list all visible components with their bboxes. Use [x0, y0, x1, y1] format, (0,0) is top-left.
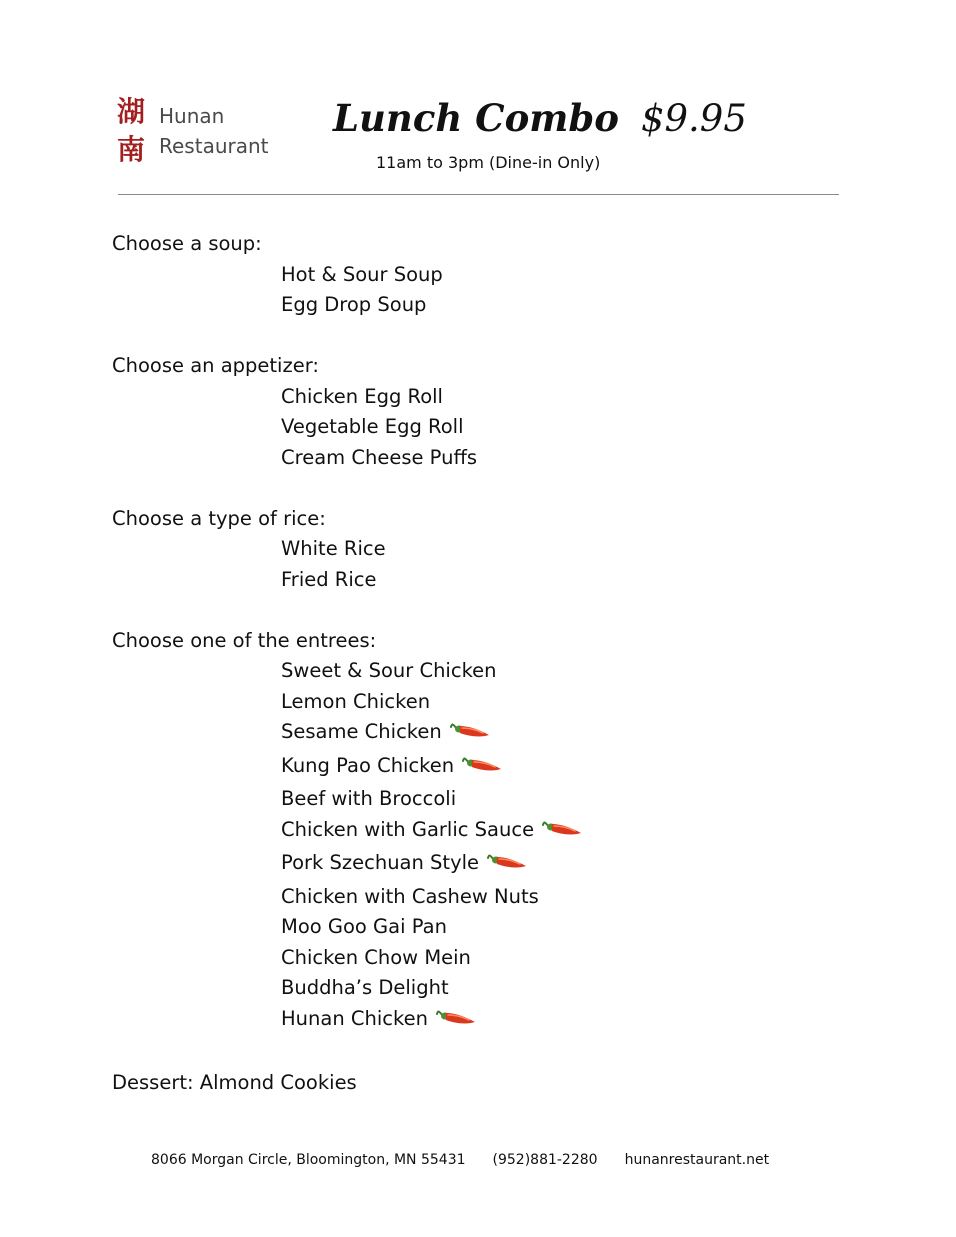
section-title: Choose a type of rice: [112, 506, 326, 530]
menu-item-name: Pork Szechuan Style [281, 851, 480, 874]
menu-item [281, 534, 852, 565]
menu-section [112, 351, 852, 473]
menu-item-name: Hunan Chicken [281, 1006, 428, 1030]
menu-item-name: Fried Rice [281, 567, 377, 591]
footer-phone: (952)881-2280 [492, 1152, 598, 1168]
menu-item-name: Buddha’s Delight [281, 976, 449, 999]
logo-word-hunan: Hunan [159, 104, 225, 128]
chili-pepper-icon [462, 754, 502, 785]
menu-item-name: Chicken with Garlic Sauce [281, 817, 535, 841]
menu-item [281, 943, 852, 974]
menu-section [112, 229, 852, 321]
logo-word-restaurant: Restaurant [159, 134, 269, 158]
menu-item-name: Chicken Egg Roll [281, 384, 443, 408]
section-title: Choose an appetizer: [112, 354, 319, 377]
menu-item-name: White Rice [281, 537, 386, 560]
footer-address: 8066 Morgan Circle, Bloomington, MN 55431 [151, 1152, 466, 1168]
menu-item [281, 815, 852, 849]
menu-body [112, 229, 852, 1098]
menu-item [281, 1004, 852, 1038]
menu-section [112, 626, 852, 1038]
menu-item [281, 565, 852, 596]
header-divider [118, 194, 839, 195]
menu-item [281, 412, 852, 443]
section-title: Choose a soup: [112, 232, 262, 255]
menu-item-name: Chicken with Cashew Nuts [281, 884, 539, 908]
footer [151, 1150, 769, 1170]
chili-pepper-icon [487, 851, 527, 882]
chili-pepper-icon [436, 1007, 476, 1038]
title-text: Lunch Combo [333, 96, 619, 140]
menu-item [281, 290, 852, 321]
chili-pepper-icon [450, 720, 490, 751]
section-title: Choose one of the entrees: [112, 628, 377, 652]
menu-item-name: Hot & Sour Soup [281, 262, 443, 286]
menu-item [281, 912, 852, 943]
combo-price: $9.95 [640, 97, 747, 140]
menu-item-name: Cream Cheese Puffs [281, 445, 478, 469]
logo-glyph-nan: 南 [117, 133, 146, 166]
menu-item [281, 882, 852, 913]
dessert-line: Dessert: Almond Cookies [112, 1070, 357, 1094]
menu-item [281, 717, 852, 751]
menu-item [281, 656, 852, 687]
footer-website: hunanrestaurant.net [624, 1152, 770, 1168]
restaurant-logo [117, 97, 287, 177]
service-hours: 11am to 3pm (Dine-in Only) [376, 153, 601, 172]
menu-item-name: Sweet & Sour Chicken [281, 659, 497, 682]
menu-section [112, 504, 852, 596]
chili-pepper-icon [542, 818, 582, 849]
menu-item-name: Sesame Chicken [281, 720, 442, 743]
menu-item [281, 973, 852, 1004]
logo-glyph-hu: 湖 [117, 95, 146, 128]
menu-item-name: Vegetable Egg Roll [281, 415, 464, 438]
menu-item-name: Moo Goo Gai Pan [281, 915, 447, 938]
menu-item [281, 784, 852, 815]
menu-item [281, 751, 852, 785]
menu-item [281, 687, 852, 718]
menu-item-name: Beef with Broccoli [281, 787, 457, 810]
menu-item-name: Kung Pao Chicken [281, 753, 455, 777]
menu-item-name: Chicken Chow Mein [281, 945, 471, 969]
menu-item [281, 382, 852, 413]
page-title [333, 94, 747, 143]
menu-item [281, 443, 852, 474]
menu-item-name: Egg Drop Soup [281, 293, 427, 316]
menu-item-name: Lemon Chicken [281, 689, 431, 713]
menu-item [281, 260, 852, 291]
menu-item [281, 848, 852, 882]
